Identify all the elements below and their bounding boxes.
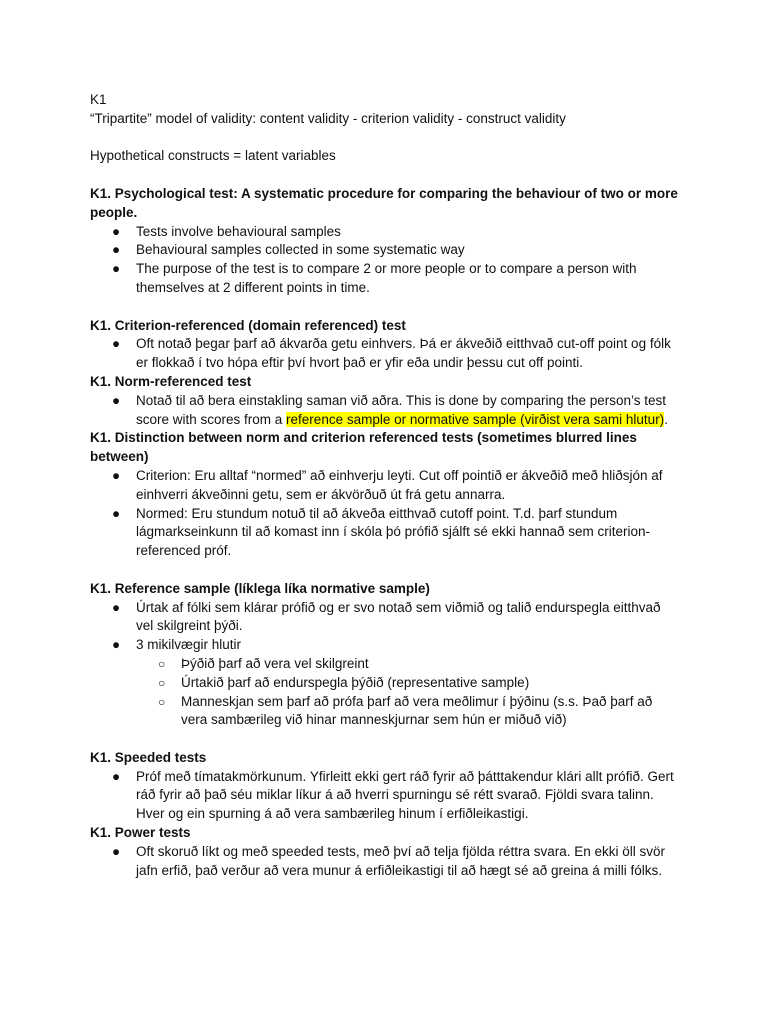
list-item: [90, 223, 680, 242]
section-heading-psychological-test: K1. Psychological test: A systematic procedure for comparing the behaviour of two or more people.: [90, 185, 678, 220]
section-heading-distinction: K1. Distinction between norm and criterion referenced tests (sometimes blurred lines between): [90, 430, 637, 465]
section-heading-criterion-referenced: K1. Criterion-referenced (domain referenced) test: [90, 317, 406, 333]
bullet-icon: ●: [112, 336, 121, 352]
list-item: [90, 467, 680, 505]
document-page: [90, 91, 680, 880]
list-item: [90, 241, 680, 260]
list-item: [90, 392, 680, 430]
power-list: [90, 843, 680, 881]
criterion-list: [90, 335, 680, 373]
reference-sublist: [136, 655, 680, 730]
bullet-icon: ●: [112, 223, 121, 239]
list-item-text: 3 mikilvægir hlutir: [136, 637, 242, 653]
list-item-text: Próf með tímatakmörkunum. Yfirleitt ekki gert ráð fyrir að þátttakendur klári allt prófið. Gert ráð fyrir að það séu miklar líkur á að hverri spurningu sé rétt svarað. Fjöldi svara talinn. Hver og ein spurning á að vera sambærileg hinum í erfiðleikastigi.: [136, 768, 674, 822]
list-item-text: The purpose of the test is to compare 2 or more people or to compare a person with themselves at 2 different points in time.: [136, 261, 637, 295]
list-item-text: Criterion: Eru alltaf “normed” að einhverju leyti. Cut off pointið er ákveðið með hliðsjón af einhverri ákveðinni getu, sem er ákvörðuð út frá getu annarra.: [136, 467, 663, 502]
list-item-text: Behavioural samples collected in some systematic way: [136, 242, 465, 258]
sublist-item-text: Manneskjan sem þarf að prófa þarf að vera meðlimur í þýðinu (s.s. Það þarf að vera sambærileg við hinar manneskjurnar sem hún er miðuð við): [181, 693, 653, 728]
hypothetical-line: Hypothetical constructs = latent variables: [90, 148, 336, 164]
tripartite-line: “Tripartite” model of validity: content validity - criterion validity - construct validity: [90, 110, 566, 126]
spacer: [90, 561, 680, 580]
sublist-item: [136, 674, 680, 693]
section-heading-reference-sample: K1. Reference sample (líklega líka normative sample): [90, 580, 430, 596]
list-item-text: Oft notað þegar þarf að ákvarða getu einhvers. Þá er ákveðið eitthvað cut-off point og fólk er flokkað í tvo hópa eftir því hvort það er yfir eða undir þessu cut off pointi.: [136, 336, 671, 371]
bullet-icon: ●: [112, 505, 121, 521]
bullet-icon: ●: [112, 242, 121, 258]
list-item-text-end: .: [664, 411, 668, 427]
list-item: [90, 636, 680, 730]
list-item-text: Tests involve behavioural samples: [136, 223, 341, 239]
bullet-icon: ●: [112, 599, 121, 615]
section-heading-power-tests: K1. Power tests: [90, 825, 191, 841]
reference-list: [90, 599, 680, 731]
list-item-text: Notað til að bera einstakling saman við aðra. This is done by comparing the person’s test score with scores from a: [136, 392, 667, 427]
sublist-item-text: Þýðið þarf að vera vel skilgreint: [181, 655, 369, 671]
bullet-icon: ●: [112, 261, 121, 277]
norm-list: [90, 392, 680, 430]
bullet-icon: ●: [112, 768, 121, 784]
doc-heading-k1: K1: [90, 92, 107, 107]
spacer: [90, 730, 680, 749]
spacer: [90, 129, 680, 148]
list-item-text: Normed: Eru stundum notuð til að ákveða eitthvað cutoff point. T.d. þarf stundum lágmarkseinkunn til að komast inn í skóla þó prófið sjálft sé ekki hannað sem criterion-referenced próf.: [136, 505, 650, 559]
list-item: [90, 335, 680, 373]
bullet-icon: ●: [112, 843, 121, 859]
section-heading-norm-referenced: K1. Norm-referenced test: [90, 373, 252, 389]
psych-list: [90, 223, 680, 298]
list-item: [90, 843, 680, 881]
sublist-item: [136, 655, 680, 674]
bullet-icon: ●: [112, 637, 121, 653]
list-item: [90, 768, 680, 824]
list-item: [90, 260, 680, 298]
list-item-text: Úrtak af fólki sem klárar prófið og er svo notað sem viðmið og talið endurspegla eitthvað vel skilgreint þýði.: [136, 599, 661, 634]
bullet-icon: ●: [112, 467, 121, 483]
hollow-bullet-icon: ○: [158, 675, 166, 690]
bullet-icon: ●: [112, 392, 121, 408]
hollow-bullet-icon: ○: [158, 656, 166, 671]
spacer: [90, 298, 680, 317]
section-heading-speeded-tests: K1. Speeded tests: [90, 749, 207, 765]
hollow-bullet-icon: ○: [158, 694, 166, 709]
list-item: [90, 599, 680, 637]
distinction-list: [90, 467, 680, 561]
sublist-item-text: Úrtakið þarf að endurspegla þýðið (representative sample): [181, 674, 530, 690]
list-item: [90, 505, 680, 561]
highlighted-text: reference sample or normative sample (virðist vera sami hlutur): [286, 411, 665, 427]
sublist-item: [136, 693, 680, 731]
list-item-text: Oft skoruð líkt og með speeded tests, með því að telja fjölda réttra svara. En ekki öll svör jafn erfið, það verður að vera munur á erfiðleikastigi til að hægt sé að greina á milli fólks.: [136, 843, 665, 878]
speeded-list: [90, 768, 680, 824]
spacer: [90, 166, 680, 185]
